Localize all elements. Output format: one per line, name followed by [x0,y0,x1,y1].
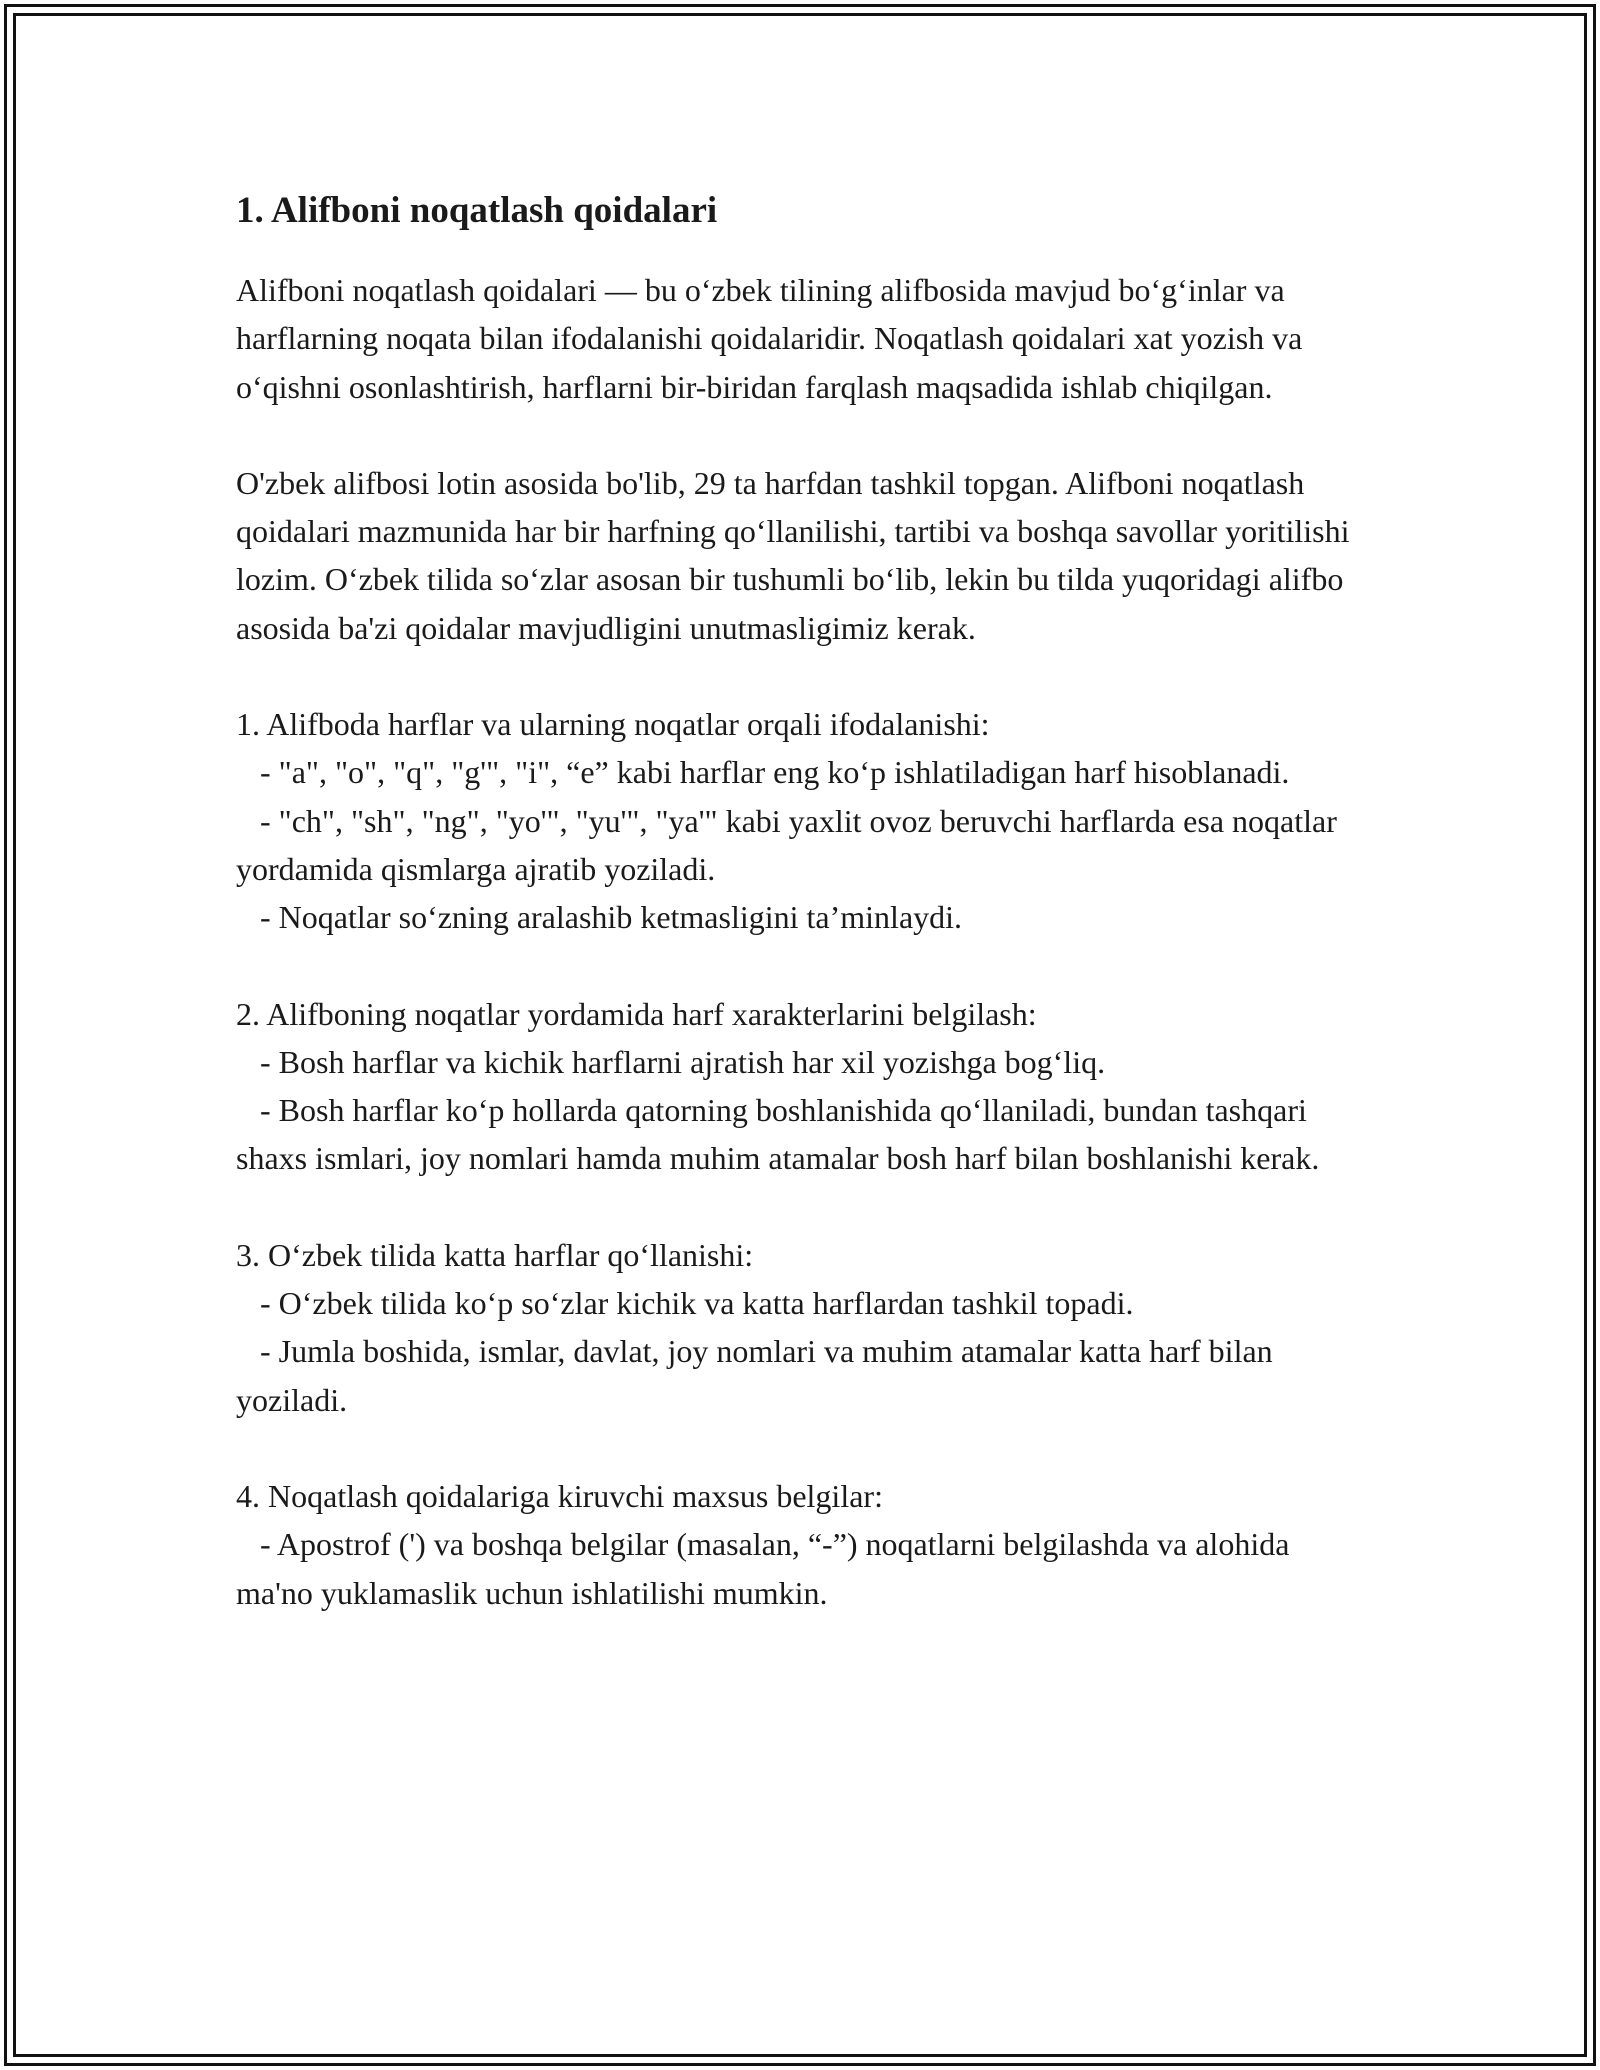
section-2 [236,990,1366,1183]
section-heading: 3. O‘zbek tilida katta harflar qo‘llanishi: [236,1236,754,1273]
section-heading: 4. Noqatlash qoidalariga kiruvchi maxsus belgilar: [236,1477,883,1514]
alphabet-paragraph: O'zbek alifbosi lotin asosida bo'lib, 29 ta harfdan tashkil topgan. Alifboni noqatlash qoidalari mazmunida har bir harfning qo‘llanilishi, tartibi va boshqa savollar yoritilishi lozim. O‘zbek tilida so‘zlar asosan bir tushumli bo‘lib, lekin bu tilda yuqoridagi alifbo asosida ba'zi qoidalar mavjudligini unutmasligimiz kerak. [236,464,1350,646]
section-3 [236,1231,1366,1424]
section-4 [236,1472,1366,1617]
document-title: 1. Alifboni noqatlash qoidalari [236,190,718,231]
section-1 [236,700,1366,941]
intro-paragraph: Alifboni noqatlash qoidalari — bu o‘zbek tilining alifbosida mavjud bo‘g‘inlar va harflarning noqata bilan ifodalanishi qoidalaridir. Noqatlash qoidalari xat yozish va o‘qishni osonlashtirish, harflarni bir-biridan farqlash maqsadida ishlab chiqilgan. [236,272,1303,405]
list-item: - "a", "o", "q", "g'", "i", “e” kabi harflar eng ko‘p ishlatiladigan harf hisoblanadi. [236,754,1290,791]
list-item: - Jumla boshida, ismlar, davlat, joy nomlari va muhim atamalar katta harf bilan yoziladi. [236,1333,1281,1418]
list-item: - "ch", "sh", "ng", "yo'", "yu'", "ya'" kabi yaxlit ovoz beruvchi harflarda esa noqatlar yordamida qismlarga ajratib yoziladi. [236,802,1345,887]
list-item: - Noqatlar so‘zning aralashib ketmasligini ta’minlaydi. [236,899,963,936]
section-heading: 1. Alifboda harflar va ularning noqatlar orqali ifodalanishi: [236,706,990,743]
document-body [236,186,1366,1665]
list-item: - O‘zbek tilida ko‘p so‘zlar kichik va katta harflardan tashkil topadi. [236,1285,1134,1322]
section-heading: 2. Alifboning noqatlar yordamida harf xarakterlarini belgilash: [236,995,1037,1032]
list-item: - Apostrof (') va boshqa belgilar (masalan, “-”) noqatlarni belgilashda va alohida ma'no yuklamaslik uchun ishlatilishi mumkin. [236,1526,1298,1611]
list-item: - Bosh harflar va kichik harflarni ajratish har xil yozishga bog‘liq. [236,1043,1106,1080]
list-item: - Bosh harflar ko‘p hollarda qatorning boshlanishida qo‘llaniladi, bundan tashqari shaxs ismlari, joy nomlari hamda muhim atamalar bosh harf bilan boshlanishi kerak. [236,1092,1320,1177]
